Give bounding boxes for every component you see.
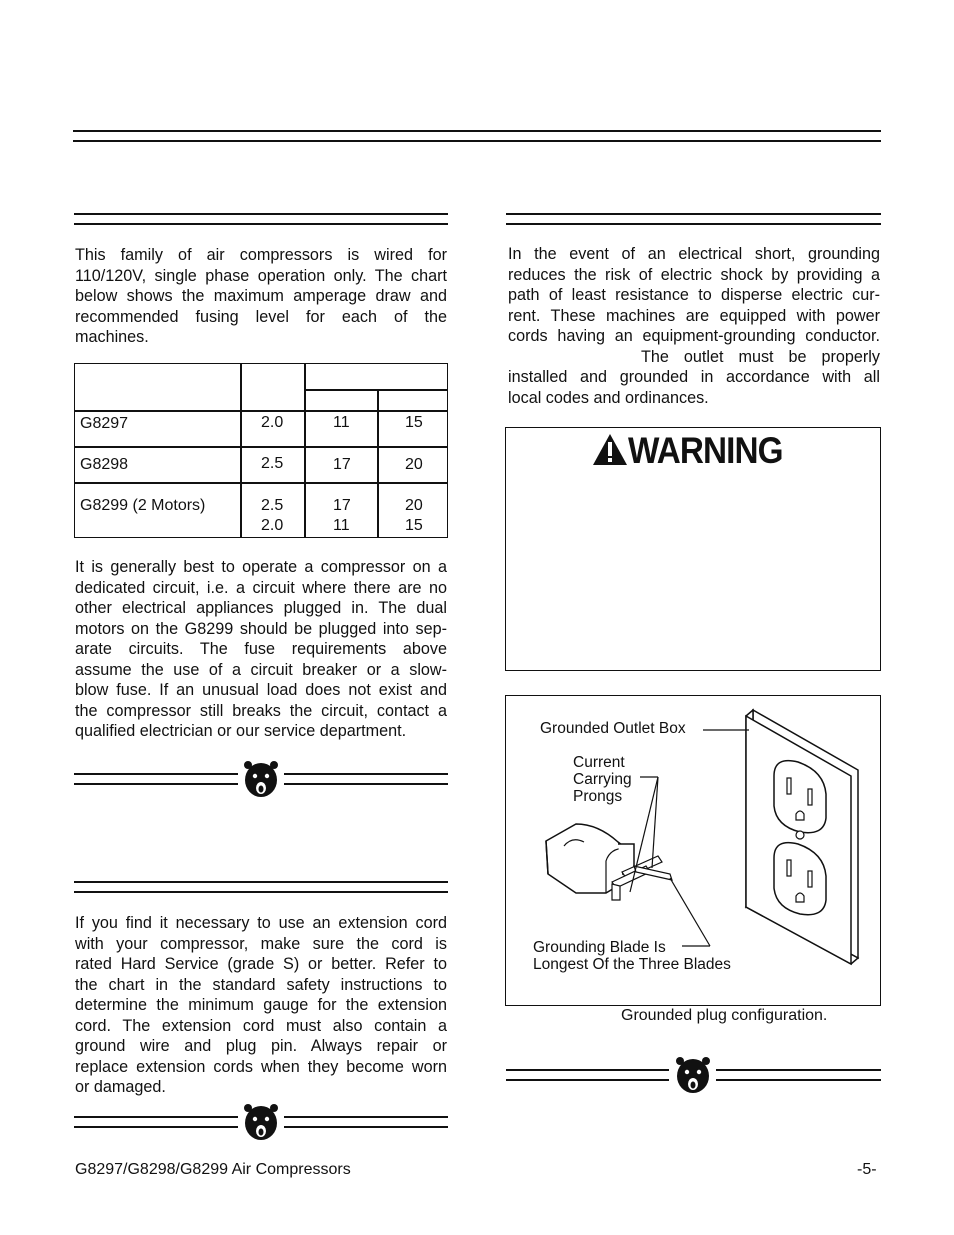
- extension-paragraph: [75, 913, 447, 1098]
- grounding-line: rent. These machines are equipped with power: [508, 306, 880, 325]
- divider-rule: [716, 1079, 881, 1081]
- label-prongs: [573, 754, 632, 805]
- table-col4-cell-2: 15: [405, 517, 423, 534]
- extension-line: the chart in the standard safety instructions to: [75, 975, 447, 994]
- bear-logo-icon: [242, 759, 280, 799]
- circuit-line: motors on the G8299 should be plugged into sep-: [75, 619, 447, 638]
- extension-line: with your compressor, make sure the cord is: [75, 934, 447, 953]
- divider-rule: [716, 1069, 881, 1071]
- header-rule-bottom: [73, 140, 881, 142]
- intro-paragraph: [75, 245, 447, 348]
- table-amps-cell: 2.0: [261, 414, 284, 431]
- intro-line: below shows the maximum amperage draw and: [75, 287, 447, 305]
- table-col3-cell: 11: [333, 414, 350, 431]
- label-outlet-box: Grounded Outlet Box: [540, 720, 686, 737]
- divider-rule: [74, 773, 238, 775]
- extension-line: cord. The extension cord must also contain a: [75, 1016, 447, 1035]
- table-model-cell: G8299 (2 Motors): [80, 497, 206, 514]
- divider-rule: [506, 1079, 669, 1081]
- intro-line: machines.: [75, 328, 149, 346]
- grounding-line: path of least resistance to disperse electric cur-: [508, 286, 880, 304]
- label-blade-line: Longest Of the Three Blades: [533, 956, 731, 973]
- circuit-line: dedicated circuit, i.e. a circuit where there are no: [75, 578, 447, 597]
- right-section-rule-1: [506, 213, 881, 215]
- left-section2-rule-2: [74, 891, 448, 893]
- circuit-line: arate circuits. The fuse requirements above: [75, 640, 447, 658]
- divider-rule: [74, 1126, 238, 1128]
- circuit-line: blow fuse. If an unusual load does not exist and: [75, 681, 447, 699]
- warning-title: WARNING: [628, 430, 783, 471]
- table-col3-cell: 17: [333, 456, 351, 473]
- header-rule-top: [73, 130, 881, 132]
- divider-rule: [284, 783, 448, 785]
- footer-title: G8297/G8298/G8299 Air Compressors: [75, 1161, 351, 1178]
- table-col4-cell: 20: [405, 456, 423, 473]
- grounding-line: installed and grounded in accordance with all: [508, 368, 880, 386]
- table-model-cell: G8298: [80, 456, 129, 473]
- extension-line: ground wire and plug pin. Always repair or: [75, 1037, 447, 1055]
- bear-logo-icon: [674, 1055, 712, 1095]
- extension-line: replace extension cords when they become worn: [75, 1057, 447, 1076]
- grounding-line-text: The outlet must be properly: [641, 347, 880, 366]
- label-grounding-blade: [533, 939, 731, 973]
- circuit-line: the compressor still breaks the circuit, contact a: [75, 701, 447, 720]
- divider-rule: [284, 773, 448, 775]
- divider-rule: [284, 1116, 448, 1118]
- circuit-paragraph: [75, 557, 447, 742]
- extension-line: or damaged.: [75, 1078, 166, 1096]
- left-section-rule-1: [74, 213, 448, 215]
- divider-rule: [74, 1116, 238, 1118]
- left-section-rule-2: [74, 223, 448, 225]
- figure-caption: Grounded plug configuration.: [621, 1007, 828, 1024]
- label-prongs-line: Current: [573, 754, 625, 771]
- intro-line: This family of air compressors is wired for: [75, 246, 447, 264]
- table-amps-cell: 2.5: [261, 497, 284, 514]
- table-col3-cell: 17: [333, 497, 351, 514]
- right-section-rule-2: [506, 223, 881, 225]
- circuit-line: qualified electrician or our service department.: [75, 722, 407, 740]
- label-blade-line: Grounding Blade Is: [533, 939, 666, 956]
- grounding-line: In the event of an electrical short, grounding: [508, 245, 880, 263]
- label-prongs-line: Carrying: [573, 771, 632, 788]
- table-model-cell: G8297: [80, 415, 129, 432]
- table-col4-cell: 15: [405, 414, 423, 431]
- label-prongs-line: Prongs: [573, 788, 623, 805]
- grounding-paragraph: [508, 244, 880, 408]
- extension-line: determine the minimum gauge for the extension: [75, 996, 447, 1014]
- grounding-line: reduces the risk of electric shock by providing a: [508, 265, 880, 284]
- circuit-line: assume the use of a circuit breaker or a slow-: [75, 660, 447, 679]
- divider-rule: [506, 1069, 669, 1071]
- circuit-line: other electrical appliances plugged in. The dual: [75, 599, 447, 617]
- table-col4-cell: 20: [405, 497, 423, 514]
- grounding-line: cords having an equipment-grounding conductor.: [508, 327, 880, 345]
- divider-rule: [284, 1126, 448, 1128]
- grounding-line: local codes and ordinances.: [508, 388, 709, 407]
- intro-line: 110/120V, single phase operation only. The chart: [75, 266, 447, 285]
- circuit-line: It is generally best to operate a compressor on a: [75, 558, 447, 576]
- grounding-line: [508, 347, 880, 368]
- table-amps-cell: 2.5: [261, 455, 284, 472]
- extension-line: If you find it necessary to use an extension cord: [75, 914, 447, 932]
- bear-logo-icon: [242, 1102, 280, 1142]
- left-section2-rule-1: [74, 881, 448, 883]
- table-amps-cell-2: 2.0: [261, 517, 284, 534]
- extension-line: rated Hard Service (grade S) or better. Refer to: [75, 955, 447, 973]
- page-number: -5-: [857, 1161, 877, 1178]
- warning-triangle-icon: [592, 433, 628, 466]
- divider-rule: [74, 783, 238, 785]
- table-col3-cell-2: 11: [333, 517, 350, 534]
- intro-line: recommended fusing level for each of the: [75, 307, 447, 326]
